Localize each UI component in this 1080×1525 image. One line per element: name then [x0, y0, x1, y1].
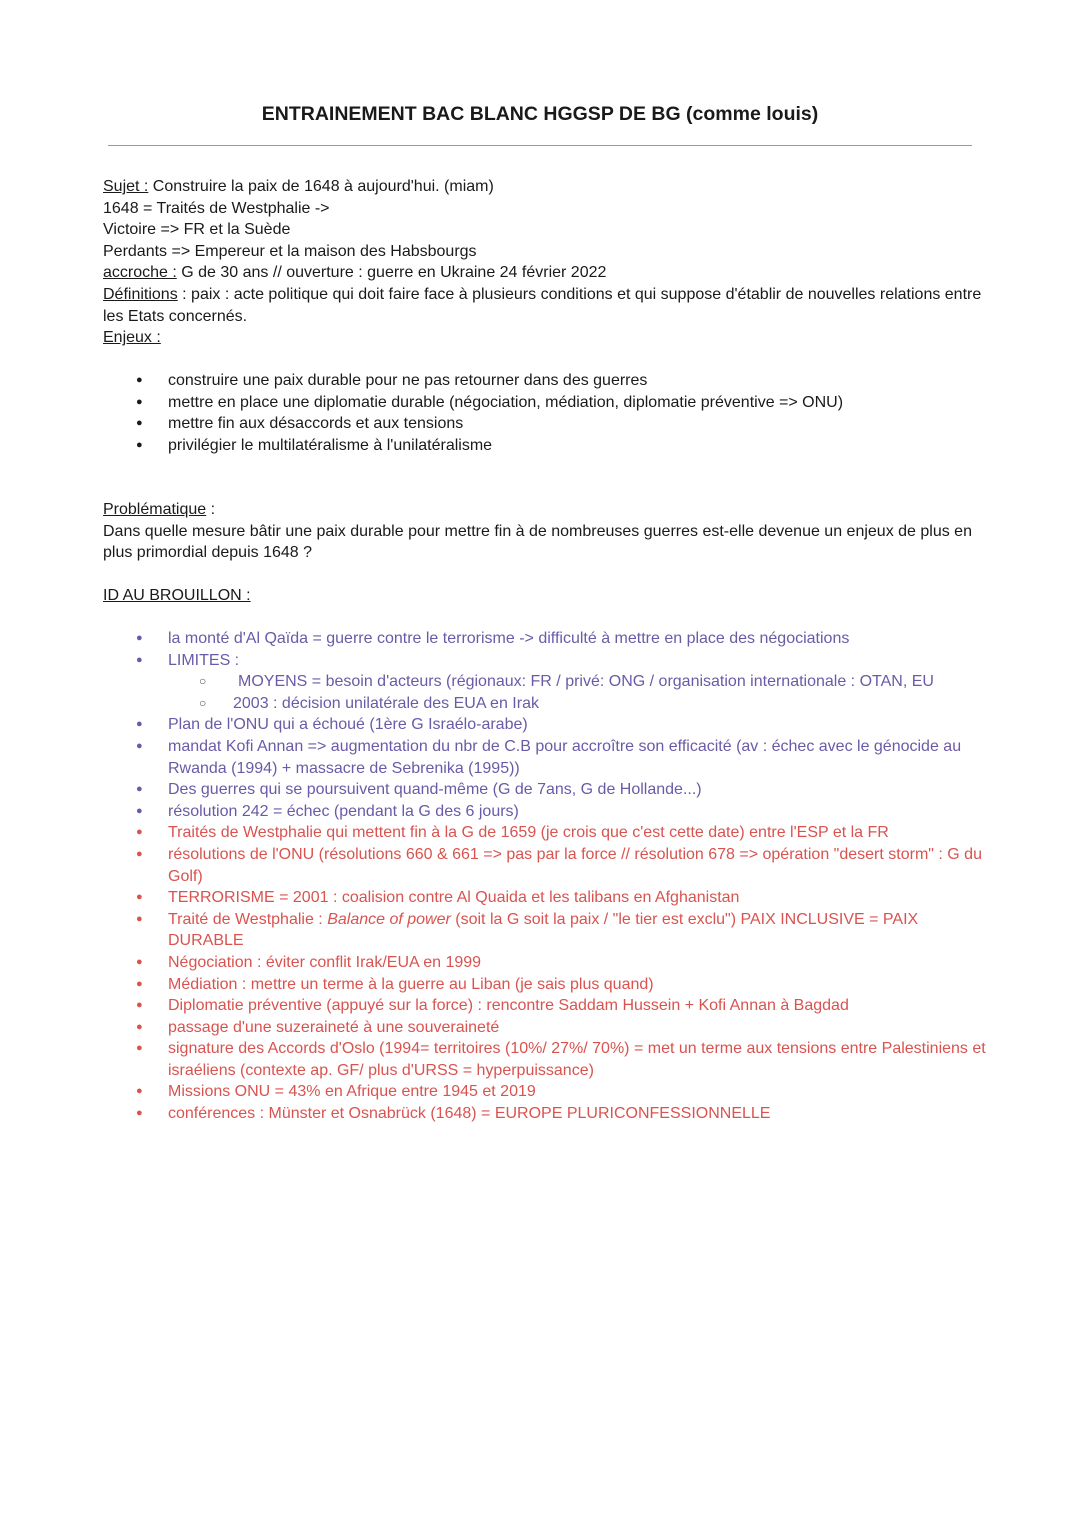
list-item: ● mettre fin aux désaccords et aux tensions	[168, 413, 988, 435]
accroche-label: accroche :	[103, 264, 177, 282]
enjeux-heading: Enjeux :	[103, 329, 161, 347]
list-item: ● Traités de Westphalie qui mettent fin à la G de 1659 (je crois que c'est cette date) entre l'ESP et la FR	[168, 822, 988, 844]
list-item: ● Médiation : mettre un terme à la guerre au Liban (je sais plus quand)	[168, 974, 988, 996]
victoire-line: Victoire => FR et la Suède	[103, 221, 291, 239]
list-item: ○ 2003 : décision unilatérale des EUA en Irak	[233, 693, 988, 715]
limites-label: LIMITES :	[168, 651, 240, 669]
list-item: ● Des guerres qui se poursuivent quand-même (G de 7ans, G de Hollande...)	[168, 779, 988, 801]
problematique-block	[103, 499, 983, 564]
list-item: ● résolutions de l'ONU (résolutions 660 & 661 => pas par la force // résolution 678 => opération "desert storm" : G du Golf)	[168, 844, 988, 887]
definitions-text: : paix : acte politique qui doit faire face à plusieurs conditions et qui suppose d'établir de nouvelles relations entre les Etats concernés.	[103, 285, 982, 325]
list-item: ● construire une paix durable pour ne pas retourner dans des guerres	[168, 370, 988, 392]
title-divider	[108, 145, 972, 146]
id-heading: ID AU BROUILLON :	[103, 587, 251, 604]
perdants-line: Perdants => Empereur et la maison des Habsbourgs	[103, 242, 477, 260]
intro-block	[103, 176, 983, 349]
list-item: ● Diplomatie préventive (appuyé sur la force) : rencontre Saddam Hussein + Kofi Annan à Bagdad	[168, 995, 988, 1017]
enjeux-list	[168, 370, 988, 456]
definitions-label: Définitions	[103, 285, 178, 303]
list-item: ● mandat Kofi Annan => augmentation du nbr de C.B pour accroître son efficacité (av : échec avec le génocide au Rwanda (1994) + massacre de Sebrenika (1995))	[168, 736, 988, 779]
sujet-line	[103, 176, 983, 198]
problematique-heading: Problématique :	[103, 501, 216, 518]
list-item: ● Missions ONU = 43% en Afrique entre 1945 et 2019	[168, 1081, 988, 1103]
list-item: ● TERRORISME = 2001 : coalision contre Al Quaida et les talibans en Afghanistan	[168, 887, 988, 909]
accroche-text: G de 30 ans // ouverture : guerre en Ukraine 24 février 2022	[176, 264, 607, 282]
problematique-text: Dans quelle mesure bâtir une paix durable pour mettre fin à de nombreuses guerres est-elle devenue un enjeux de plus en plus primordial depuis 1648 ?	[103, 522, 972, 562]
list-item: ● privilégier le multilatéralisme à l'unilatéralisme	[168, 435, 988, 457]
sujet-label: Sujet :	[103, 178, 149, 195]
list-item: ● signature des Accords d'Oslo (1994= territoires (10%/ 27%/ 70%) = met un terme aux tensions entre Palestiniens et israéliens (contexte ap. GF/ plus d'URSS = hyperpuissance)	[168, 1038, 988, 1081]
list-item: ● mettre en place une diplomatie durable (négociation, médiation, diplomatie préventive => ONU)	[168, 392, 988, 414]
definitions-line	[103, 284, 983, 327]
limites-sublist	[168, 671, 988, 714]
sujet-text: Construire la paix de 1648 à aujourd'hui. (miam)	[148, 178, 494, 195]
list-item: ● passage d'une suzeraineté à une souveraineté	[168, 1017, 988, 1039]
list-item: ● résolution 242 = échec (pendant la G des 6 jours)	[168, 801, 988, 823]
list-item: ● conférences : Münster et Osnabrück (1648) = EUROPE PLURICONFESSIONNELLE	[168, 1103, 988, 1125]
document-title: ENTRAINEMENT BAC BLANC HGGSP DE BG (comme louis)	[261, 103, 819, 125]
accroche-line	[103, 262, 983, 284]
list-item: ● la monté d'Al Qaïda = guerre contre le terrorisme -> difficulté à mettre en place des négociations	[168, 628, 988, 650]
list-item: ○ MOYENS = besoin d'acteurs (régionaux: FR / privé: ONG / organisation internationale : OTAN, EU	[233, 671, 988, 693]
line-1648: 1648 = Traités de Westphalie ->	[103, 199, 330, 217]
list-item	[168, 650, 988, 715]
list-item: ● Plan de l'ONU qui a échoué (1ère G Israélo-arabe)	[168, 714, 988, 736]
list-item: ● Traité de Westphalie : Balance of power (soit la G soit la paix / "le tier est exclu") PAIX INCLUSIVE = PAIX DURABLE	[168, 909, 988, 952]
id-list	[168, 628, 988, 1125]
list-item: ● Négociation : éviter conflit Irak/EUA en 1999	[168, 952, 988, 974]
